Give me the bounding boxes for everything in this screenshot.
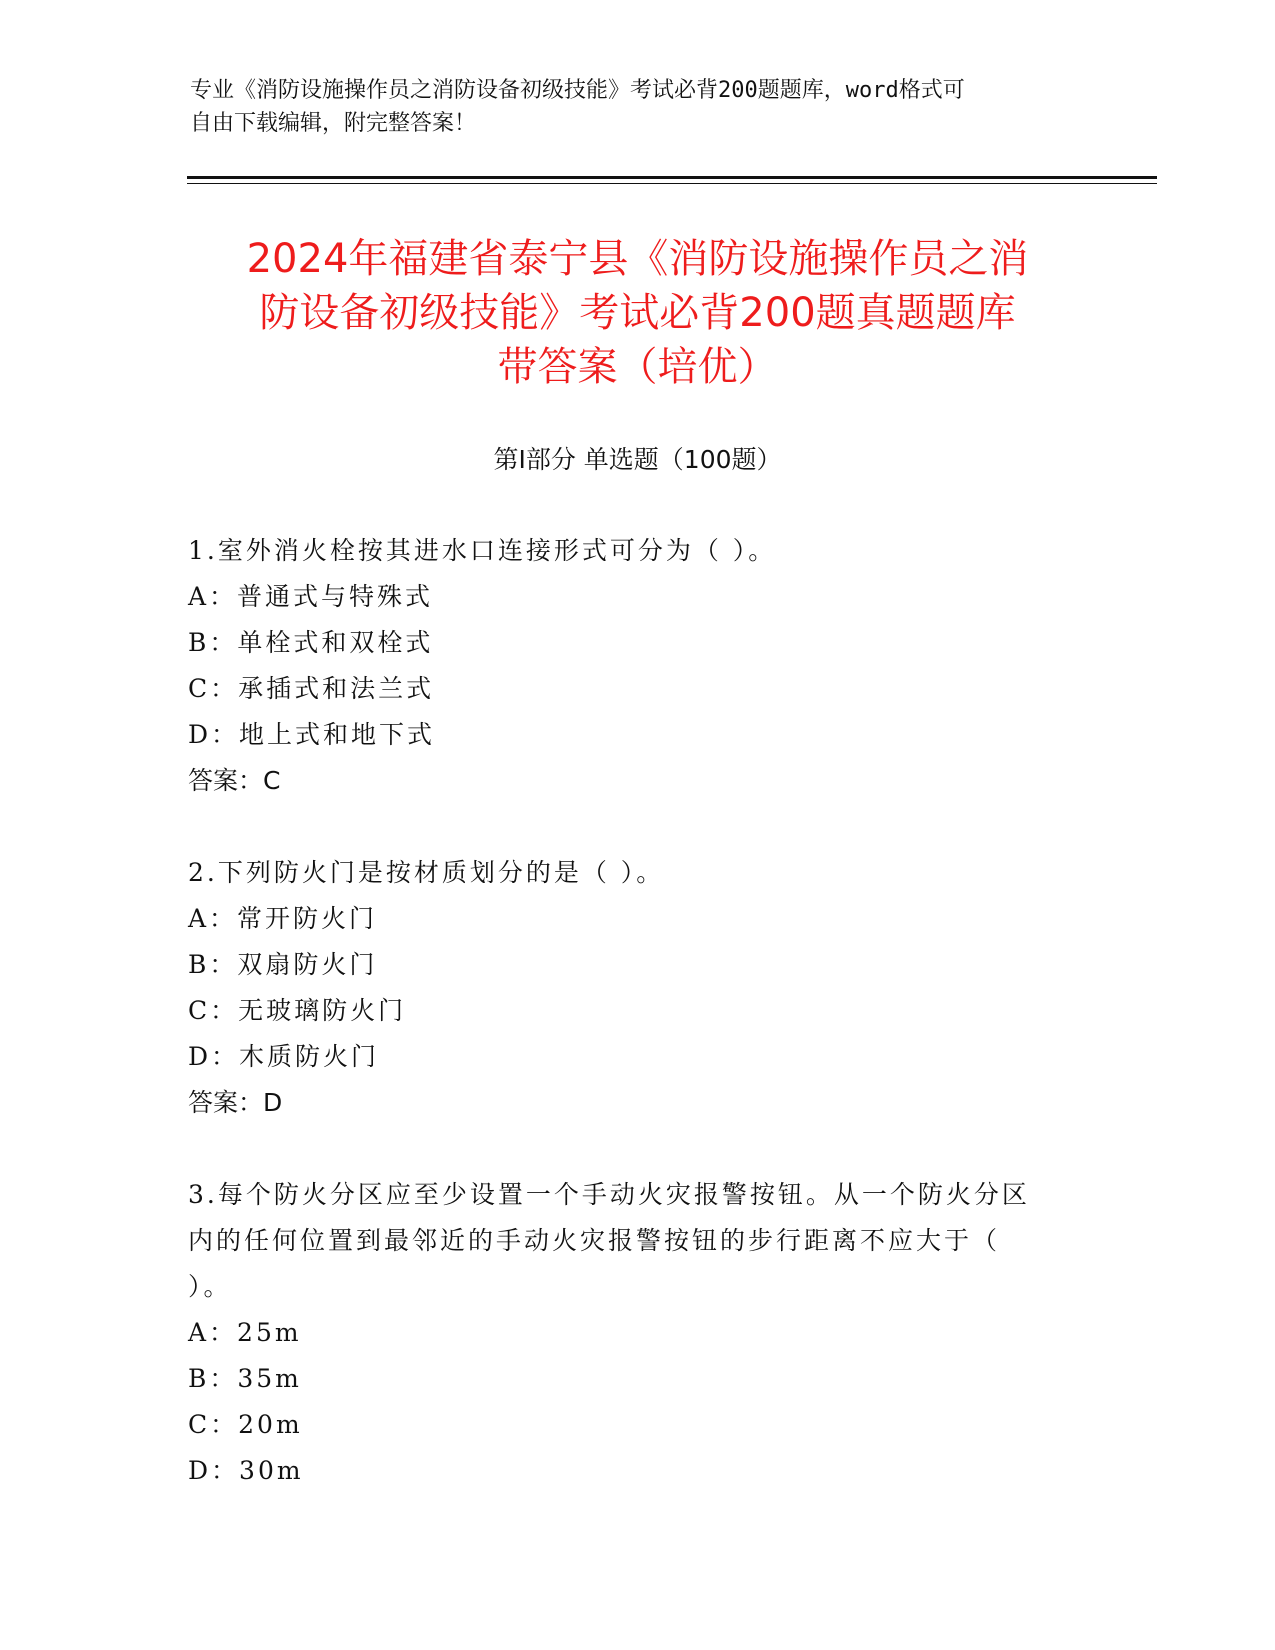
option-b: B：双扇防火门 xyxy=(188,950,378,979)
option-d: D：30m xyxy=(188,1456,304,1485)
question-block xyxy=(188,850,1068,1126)
title-line: 2024年福建省泰宁县《消防设施操作员之消 xyxy=(246,236,1029,282)
option-c: C：无玻璃防火门 xyxy=(188,996,407,1025)
answer: 答案：D xyxy=(188,1088,283,1117)
title-line: 防设备初级技能》考试必背200题真题题库 xyxy=(259,290,1016,336)
option-d: D：地上式和地下式 xyxy=(188,720,436,749)
option-c: C：承插式和法兰式 xyxy=(188,674,435,703)
option-d: D：木质防火门 xyxy=(188,1042,380,1071)
question-stem-line: 内的任何位置到最邻近的手动火灾报警按钮的步行距离不应大于（ xyxy=(188,1226,1001,1255)
document-title xyxy=(160,232,1115,394)
option-a: A：普通式与特殊式 xyxy=(188,582,434,611)
question-stem: 2.下列防火门是按材质划分的是（ ）。 xyxy=(188,858,665,887)
title-line: 带答案（培优） xyxy=(497,344,778,390)
header-note-line: 自由下载编辑，附完整答案！ xyxy=(190,111,477,136)
question-stem-line: 3.每个防火分区应至少设置一个手动火灾报警按钮。从一个防火分区 xyxy=(188,1180,1030,1209)
option-b: B：35m xyxy=(188,1364,302,1393)
option-c: C：20m xyxy=(188,1410,303,1439)
option-b: B：单栓式和双栓式 xyxy=(188,628,434,657)
question-block xyxy=(188,528,1068,804)
question-block xyxy=(188,1172,1068,1494)
question-stem-line: ）。 xyxy=(188,1272,232,1301)
header-note xyxy=(190,74,1090,140)
header-note-line: 专业《消防设施操作员之消防设备初级技能》考试必背200题题库，word格式可 xyxy=(190,78,965,103)
question-stem: 1.室外消火栓按其进水口连接形式可分为（ ）。 xyxy=(188,536,777,565)
section-heading: 第Ⅰ部分 单选题（100题） xyxy=(493,445,782,474)
option-a: A：常开防火门 xyxy=(188,904,378,933)
header-divider-thin xyxy=(187,183,1157,184)
header-divider-thick xyxy=(187,176,1157,179)
answer: 答案：C xyxy=(188,766,281,795)
option-a: A：25m xyxy=(188,1318,302,1347)
